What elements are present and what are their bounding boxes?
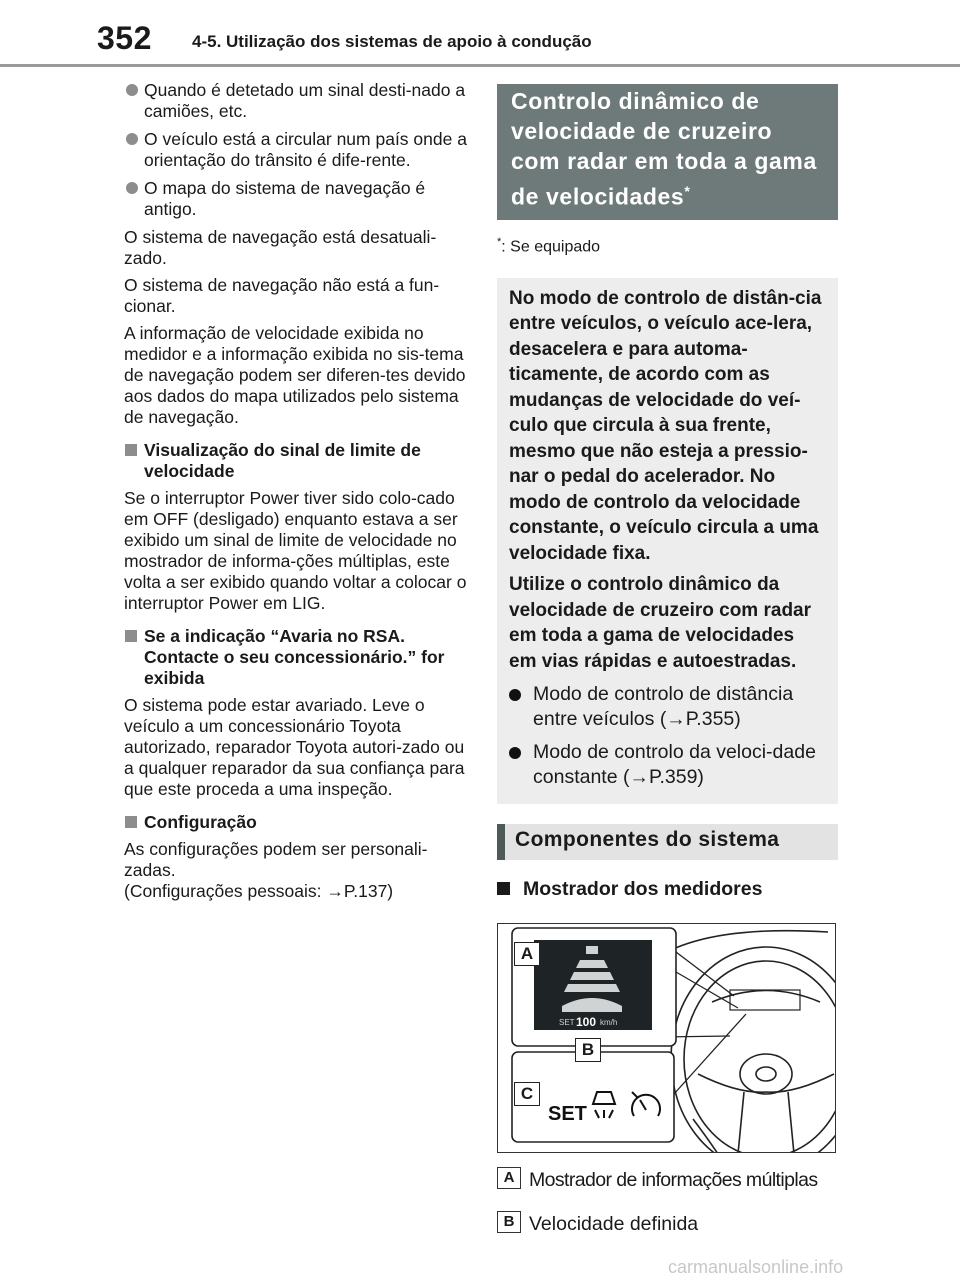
- section-title: Controlo dinâmico de velocidade de cruzeiro com radar em toda a gama de velocidades: [511, 88, 817, 210]
- figure-label-c: C: [514, 1082, 540, 1106]
- left-column: [124, 80, 469, 902]
- bullet-dot-icon: [509, 689, 521, 701]
- subsection-heading: Mostrador dos medidores: [497, 878, 838, 901]
- instrument-panel-figure: [497, 923, 836, 1153]
- square-bullet-icon: [125, 444, 137, 456]
- bullet-dot-icon: [126, 182, 138, 194]
- page-number: 352: [97, 20, 152, 56]
- bullet-text: O veículo está a circular num país onde a orientação do trânsito é dife-rente.: [144, 129, 467, 170]
- mode-link-distance[interactable]: Modo de controlo de distância entre veículos (→P.355): [509, 682, 826, 732]
- svg-text:km/h: km/h: [600, 1018, 618, 1028]
- subsection-heading: Visualização do sinal de limite de velocidade: [124, 440, 469, 482]
- footnote: *: Se equipado: [497, 235, 601, 255]
- bullet-text: O mapa do sistema de navegação é antigo.: [144, 178, 426, 219]
- paragraph: Se o interruptor Power tiver sido colo-cado em OFF (desligado) enquanto estava a ser exibido um sinal de limite de velocidade no mostrador de informa-ções múltiplas, este volta a ser exibido quando voltar a colocar o interruptor Power em LIG.: [124, 488, 467, 613]
- legend-text: Velocidade definida: [529, 1213, 699, 1236]
- watermark: carmanualsonline.info: [668, 1257, 844, 1277]
- paragraph: As configurações podem ser personali-zadas. (Configurações pessoais: →P.137): [124, 839, 428, 901]
- bullet-item: [124, 129, 469, 171]
- paragraph: A informação de velocidade exibida no medidor e a informação exibida no sis-tema de navegação podem ser diferen-tes devido aos dados do mapa utilizados pelo sistema de navegação.: [124, 323, 466, 427]
- bullet-dot-icon: [509, 747, 521, 759]
- bullet-dot-icon: [126, 84, 138, 96]
- section-heading: Componentes do sistema: [497, 824, 838, 860]
- legend-text: Mostrador de informações múltiplas: [529, 1169, 818, 1192]
- right-column: [497, 84, 838, 1237]
- footnote-marker: *: [684, 183, 691, 199]
- bullet-text: Quando é detetado um sinal desti-nado a camiões, etc.: [144, 80, 466, 121]
- intro-text: No modo de controlo de distân-cia entre veículos, o veículo ace-lera, desacelera e para automa-ticamente, de acordo com as mudanças de velocidade do veí-culo que circula à sua frente, mesmo que não esteja a pressio-nar o pedal do acelerador. No modo de controlo da velocidade constante, o veículo circula a uma velocidade fixa.: [509, 287, 822, 564]
- legend-key-a: A: [497, 1167, 521, 1189]
- intro-box: [497, 278, 838, 805]
- chapter-title: 4-5. Utilização dos sistemas de apoio à condução: [192, 32, 592, 51]
- paragraph: O sistema pode estar avariado. Leve o veículo a um concessionário Toyota autorizado, reparador Toyota autori-zado ou a qualquer reparador da sua confiança para que este proceda a uma inspeção.: [124, 695, 465, 799]
- intro-text: Utilize o controlo dinâmico da velocidade de cruzeiro com radar em toda a gama de velocidades em vias rápidas e autoestradas.: [509, 574, 812, 672]
- header-rule: [0, 64, 960, 67]
- svg-text:SET: SET: [559, 1018, 575, 1028]
- section-title-box: [497, 84, 838, 220]
- legend-item: [497, 1167, 838, 1193]
- svg-text:100: 100: [576, 1015, 597, 1030]
- square-bullet-icon: [497, 882, 510, 895]
- bullet-item: [124, 178, 469, 220]
- dashboard-illustration: [498, 924, 836, 1153]
- mode-link-constant-speed[interactable]: Modo de controlo da veloci-dade constante (→P.359): [509, 740, 826, 790]
- figure-label-b: B: [575, 1038, 601, 1062]
- page-header: [0, 0, 960, 66]
- legend-key-b: B: [497, 1211, 521, 1233]
- square-bullet-icon: [125, 816, 137, 828]
- set-switch-label: SET: [548, 1103, 587, 1126]
- square-bullet-icon: [125, 630, 137, 642]
- legend-item: [497, 1211, 838, 1237]
- subsection-heading: Se a indicação “Avaria no RSA. Contacte o seu concessionário.” for exibida: [124, 626, 469, 689]
- paragraph: O sistema de navegação não está a fun-cionar.: [124, 275, 440, 316]
- page-reference-link[interactable]: (Configurações pessoais: →P.137): [124, 881, 394, 901]
- figure-label-a: A: [514, 942, 540, 966]
- bullet-dot-icon: [126, 133, 138, 145]
- paragraph: O sistema de navegação está desatuali-zado.: [124, 227, 437, 268]
- bullet-item: [124, 80, 469, 122]
- subsection-heading: Configuração: [124, 812, 469, 833]
